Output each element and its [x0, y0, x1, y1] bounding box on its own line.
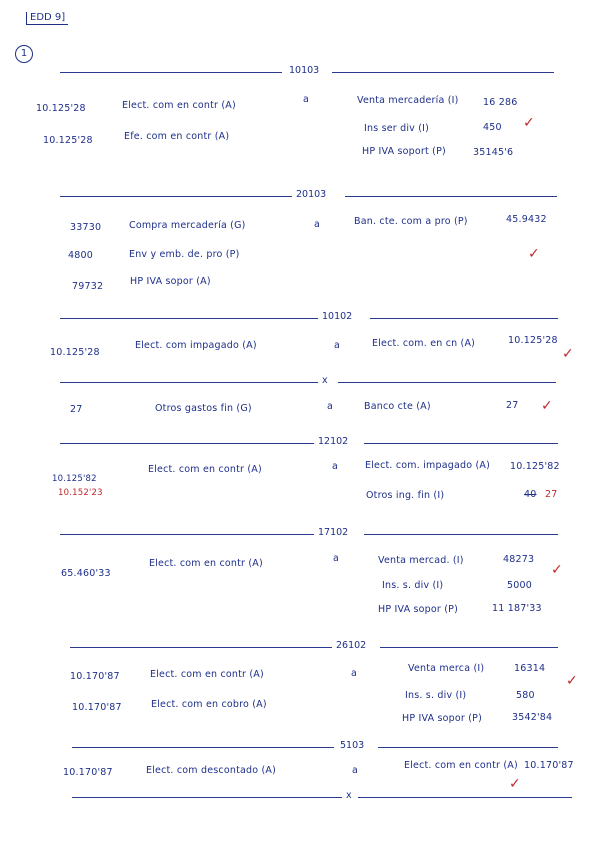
debit-amount: 10.125'28 — [50, 347, 100, 358]
divider-line — [70, 647, 332, 648]
credit-account: Venta merca (I) — [408, 663, 485, 674]
debit-account: Elect. com impagado (A) — [135, 340, 257, 351]
check-mark-icon: ✓ — [562, 346, 574, 362]
connector-a: a — [334, 340, 341, 351]
divider-line — [364, 534, 558, 535]
entry-date: 12102 — [314, 436, 352, 447]
divider-line — [345, 196, 557, 197]
divider-line — [60, 534, 314, 535]
divider-line — [72, 797, 342, 798]
credit-account: Otros ing. fin (I) — [366, 490, 445, 501]
debit-account: Elect. com en contr (A) — [150, 669, 264, 680]
debit-amount: 65.460'33 — [61, 568, 111, 579]
divider-line — [370, 318, 558, 319]
debit-account: Elect. com en contr (A) — [148, 464, 262, 475]
credit-amount: 5000 — [507, 580, 532, 591]
credit-account: HP IVA sopor (P) — [402, 713, 482, 724]
debit-amount: 10.170'87 — [63, 767, 113, 778]
credit-amount: 580 — [516, 690, 535, 701]
entry-date: x — [318, 375, 332, 386]
divider-line — [60, 382, 318, 383]
credit-account: Elect. com en contr (A) — [404, 760, 518, 771]
debit-amount: 10.125'82 — [52, 474, 97, 484]
divider-line — [60, 196, 292, 197]
credit-account: Venta mercad. (I) — [378, 555, 464, 566]
debit-amount: 4800 — [68, 250, 93, 261]
credit-account: Venta mercadería (I) — [357, 95, 459, 106]
credit-amount: 35145'6 — [473, 147, 514, 158]
divider-line — [332, 72, 554, 73]
check-mark-icon: ✓ — [528, 246, 540, 262]
debit-amount: 79732 — [72, 281, 104, 292]
credit-amount: 16314 — [514, 663, 546, 674]
divider-line — [60, 318, 318, 319]
check-mark-icon: ✓ — [523, 115, 535, 131]
entry-number-circle: 1 — [15, 45, 33, 63]
debit-account: Compra mercadería (G) — [129, 220, 246, 231]
divider-line — [380, 647, 558, 648]
credit-amount: 10.125'28 — [508, 335, 558, 346]
credit-amount: 3542'84 — [512, 712, 553, 723]
credit-amount: 450 — [483, 122, 502, 133]
credit-account: Elect. com. impagado (A) — [365, 460, 490, 471]
debit-account: Env y emb. de. pro (P) — [129, 249, 240, 260]
credit-amount-struck: 40 — [524, 489, 537, 500]
credit-account: Ins ser div (I) — [364, 123, 430, 134]
credit-amount: 45.9432 — [506, 214, 547, 225]
entry-date: 26102 — [332, 640, 370, 651]
entry-date: 17102 — [314, 527, 352, 538]
credit-amount: 10.125'82 — [510, 461, 560, 472]
debit-amount-correction: 10.152'23 — [58, 488, 103, 498]
check-mark-icon: ✓ — [541, 398, 553, 414]
divider-line — [338, 382, 556, 383]
debit-account: Otros gastos fin (G) — [155, 403, 252, 414]
debit-account: Elect. com en contr (A) — [122, 100, 236, 111]
credit-amount-correction: 27 — [545, 489, 558, 500]
credit-account: Elect. com. en cn (A) — [372, 338, 476, 349]
check-mark-icon: ✓ — [551, 562, 563, 578]
divider-line — [60, 443, 314, 444]
debit-amount: 33730 — [70, 222, 102, 233]
credit-amount: 11 187'33 — [492, 603, 542, 614]
divider-line — [60, 72, 282, 73]
connector-a: a — [327, 401, 334, 412]
credit-amount: 48273 — [503, 554, 535, 565]
debit-account: Elect. com en contr (A) — [149, 558, 263, 569]
connector-a: a — [352, 765, 359, 776]
page-header: EDD 9] — [26, 12, 68, 25]
connector-a: a — [333, 553, 340, 564]
debit-amount: 10.170'87 — [72, 702, 122, 713]
credit-account: Banco cte (A) — [364, 401, 431, 412]
debit-account: Efe. com en contr (A) — [124, 131, 230, 142]
credit-account: Ban. cte. com a pro (P) — [354, 216, 468, 227]
entry-date: 5103 — [336, 740, 368, 751]
check-mark-icon: ✓ — [566, 673, 578, 689]
credit-account: Ins. s. div (I) — [382, 580, 444, 591]
credit-account: HP IVA sopor (P) — [378, 604, 458, 615]
entry-date: 10102 — [318, 311, 356, 322]
debit-amount: 27 — [70, 404, 83, 415]
entry-date: 20103 — [292, 189, 330, 200]
credit-amount: 10.170'87 — [524, 760, 574, 771]
credit-account: HP IVA soport (P) — [362, 146, 446, 157]
debit-amount: 10.170'87 — [70, 671, 120, 682]
entry-date: x — [342, 790, 356, 801]
connector-a: a — [314, 219, 321, 230]
connector-a: a — [303, 94, 310, 105]
debit-amount: 10.125'28 — [36, 103, 86, 114]
entry-date: 10103 — [285, 65, 323, 76]
credit-amount: 27 — [506, 400, 519, 411]
credit-amount: 16 286 — [483, 97, 518, 108]
connector-a: a — [351, 668, 358, 679]
divider-line — [378, 747, 558, 748]
debit-account: Elect. com en cobro (A) — [151, 699, 267, 710]
credit-account: Ins. s. div (I) — [405, 690, 467, 701]
divider-line — [358, 797, 572, 798]
debit-account: Elect. com descontado (A) — [146, 765, 276, 776]
debit-account: HP IVA sopor (A) — [130, 276, 211, 287]
divider-line — [72, 747, 334, 748]
connector-a: a — [332, 461, 339, 472]
check-mark-icon: ✓ — [509, 776, 521, 792]
divider-line — [364, 443, 558, 444]
debit-amount: 10.125'28 — [43, 135, 93, 146]
